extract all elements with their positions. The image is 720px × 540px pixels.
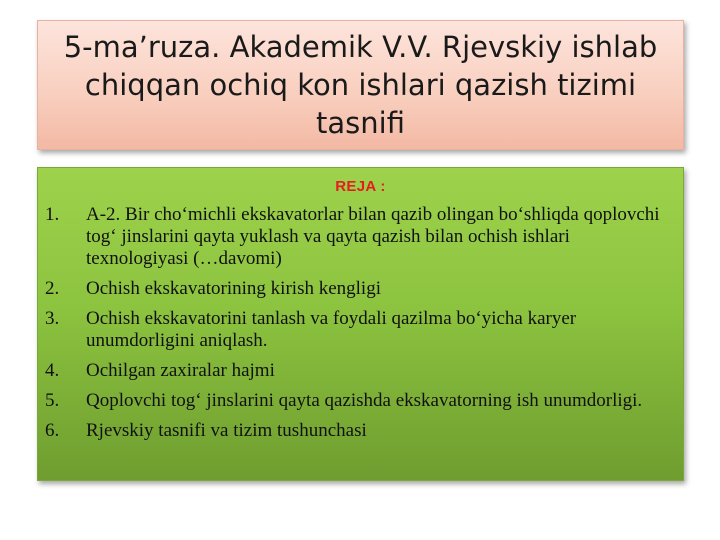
plan-item-6 [38,420,683,442]
plan-item-text: Qoplovchi tog‘ jinslarini qayta qazishda ekskavatorning ish unumdorligi. [86,390,643,411]
plan-item-number: 6. [45,420,60,441]
plan-item-5 [38,390,683,412]
plan-item-text: Ochish ekskavatorini tanlash va foydali qazilma bo‘yicha karyer unumdorligini aniqlash. [86,308,577,351]
plan-heading: REJA : [335,178,386,195]
plan-item-text: Ochish ekskavatorining kirish kengligi [86,278,381,299]
plan-item-2 [38,278,683,300]
plan-item-text: Ochilgan zaxiralar hajmi [86,360,275,381]
plan-item-3 [38,308,683,352]
plan-item-text: A-2. Bir cho‘michli ekskavatorlar bilan qazib olingan bo‘shliqda qoplovchi tog‘ jinslarini qayta yuklash va qayta qazish bilan ochish ishlari texnologiyasi (…davomi) [86,204,660,269]
plan-item-text: Rjevskiy tasnifi va tizim tushunchasi [86,420,367,441]
slide-title: 5-ma’ruza. Akademik V.V. Rjevskiy ishlab chiqqan ochiq kon ishlari qazish tizimi tasnifi [63,30,658,140]
plan-item-number: 2. [45,278,60,299]
plan-panel [37,167,684,481]
plan-item-number: 3. [45,308,60,329]
plan-item-1 [38,204,683,270]
plan-item-number: 5. [45,390,60,411]
plan-list [38,204,683,450]
plan-item-4 [38,360,683,382]
plan-item-number: 4. [45,360,60,381]
plan-item-number: 1. [45,204,60,225]
title-panel [37,20,684,150]
